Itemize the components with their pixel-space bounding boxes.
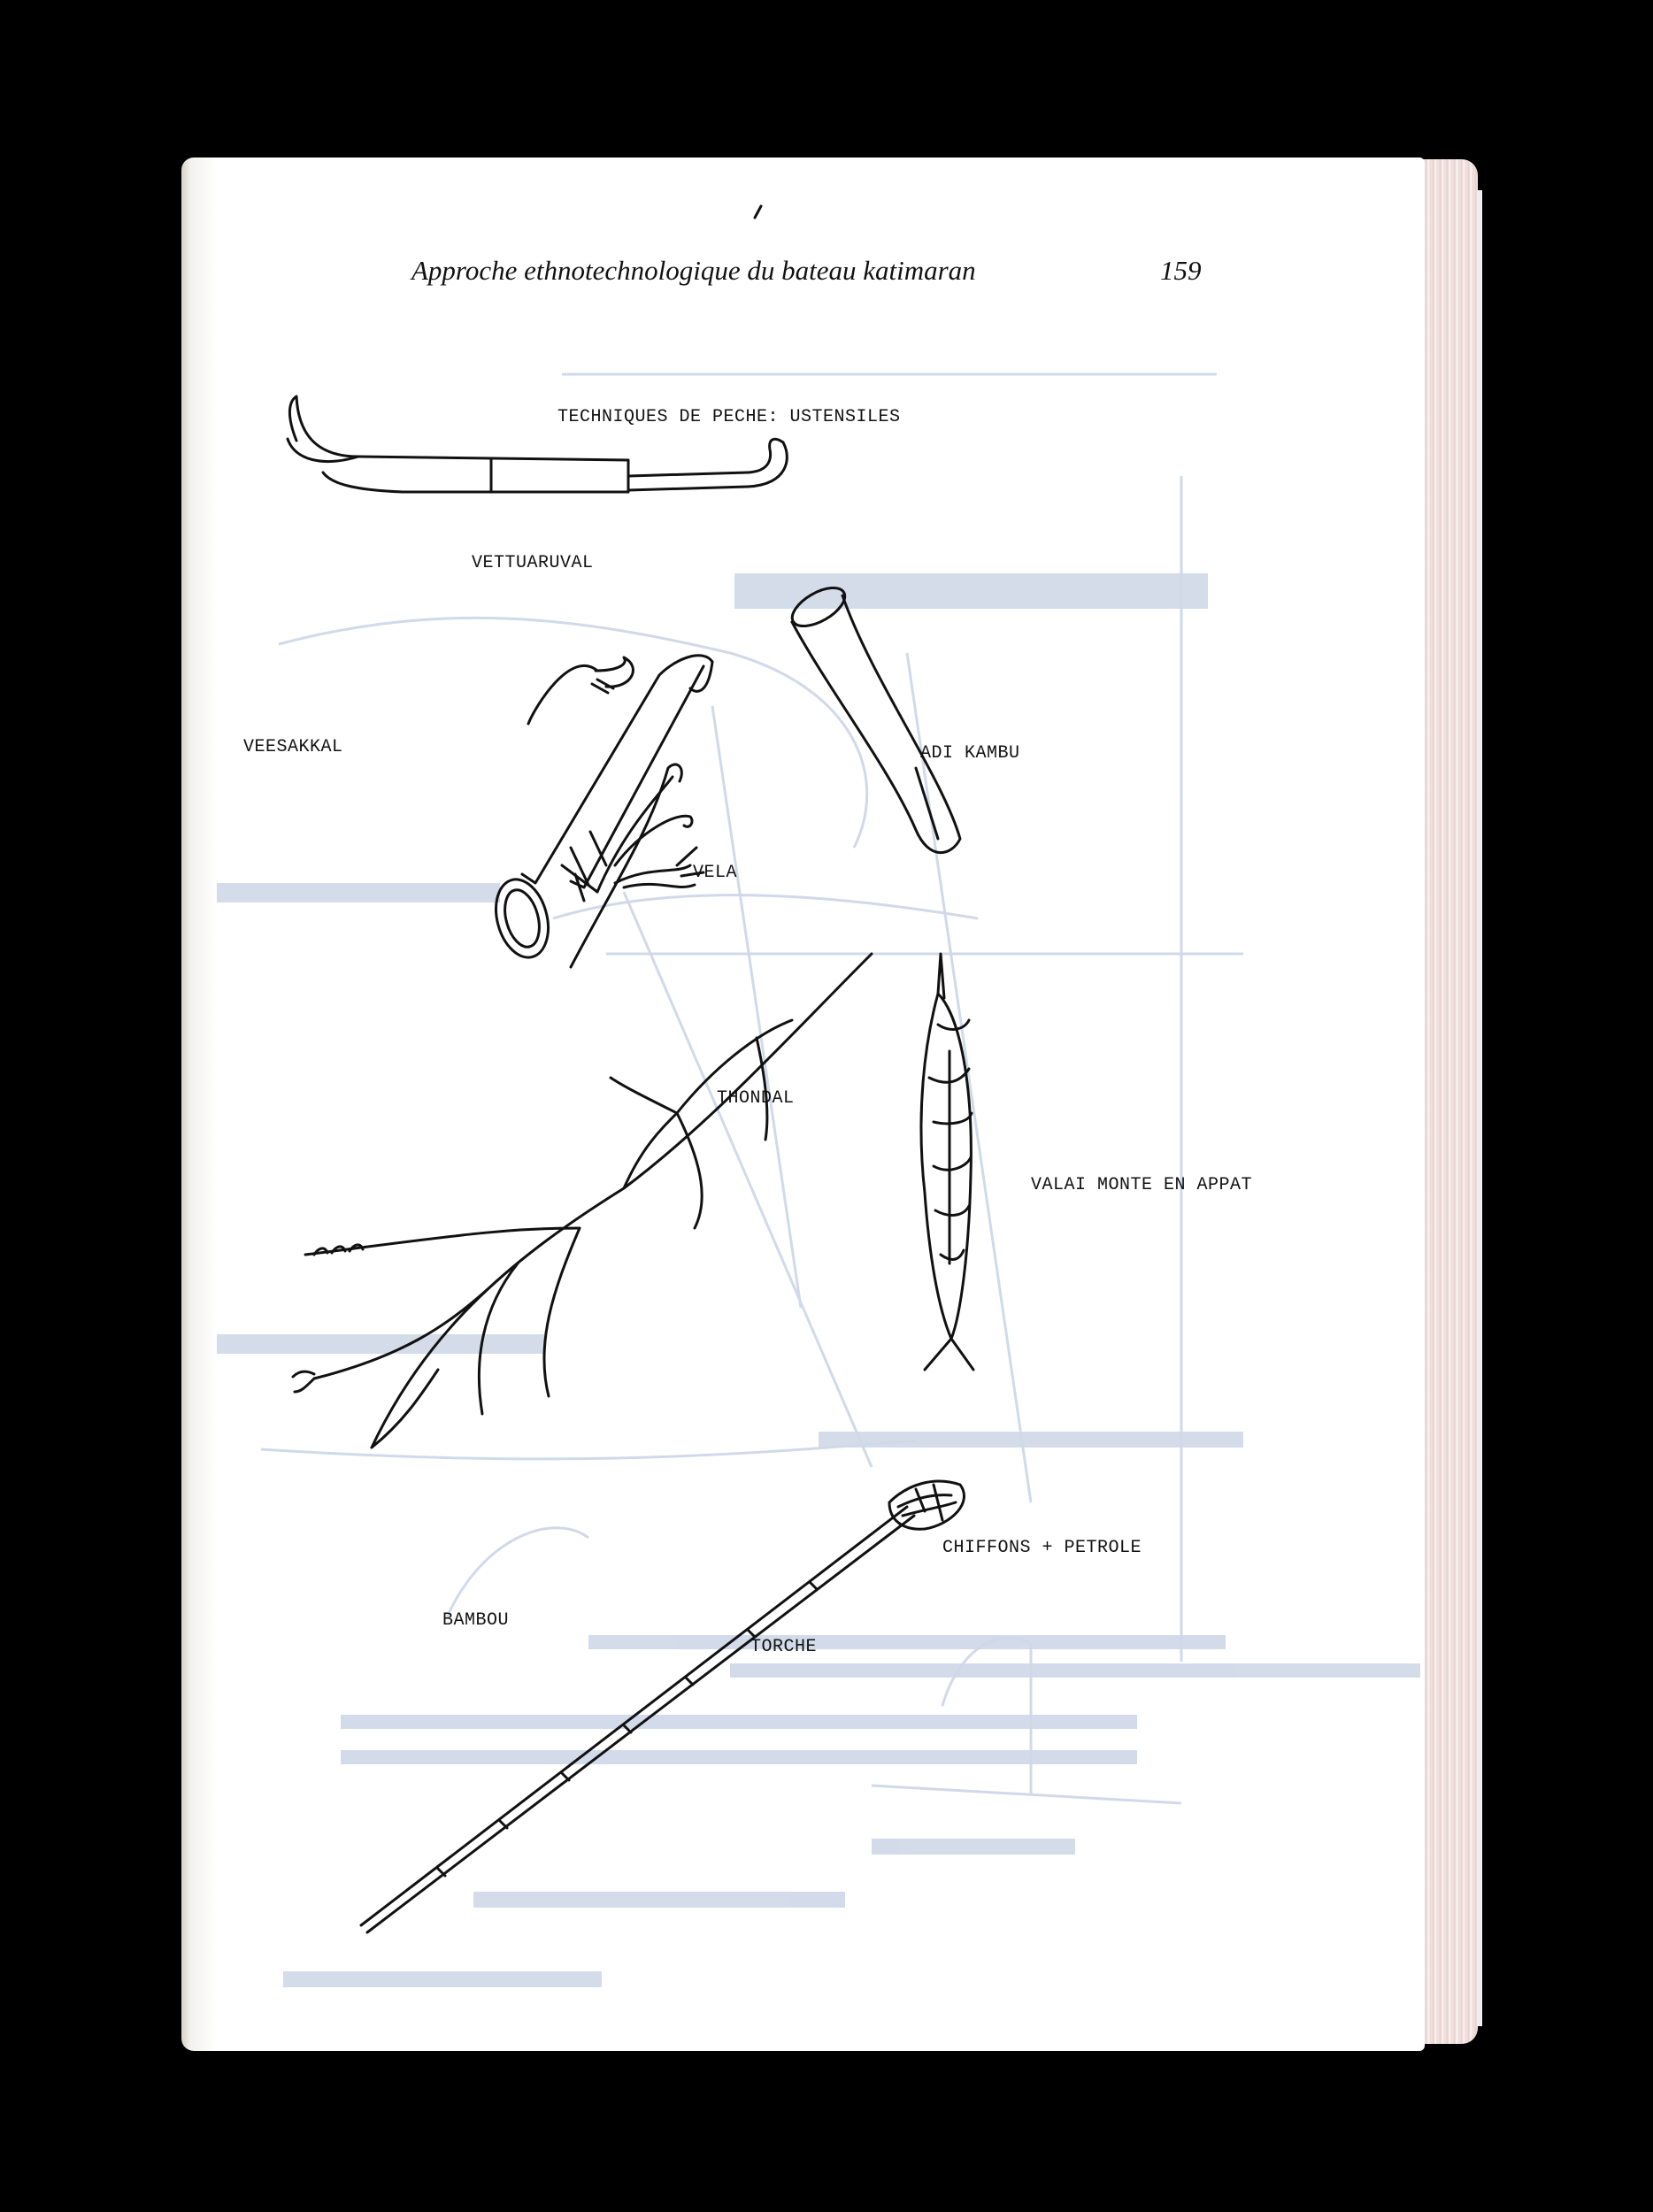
veesakkal-hook-drawing [488,656,712,964]
label-vela: VELA [693,863,738,883]
page-number: 159 [1160,255,1202,286]
figure-title: TECHNIQUES DE PECHE: USTENSILES [557,407,901,427]
valai-fish-drawing [921,954,973,1370]
label-thondal: THONDAL [717,1088,795,1109]
label-torche: TORCHE [750,1637,818,1657]
label-chiffons-petrole: CHIFFONS + PETROLE [942,1538,1142,1558]
label-valai-monte-en-appat: VALAI MONTE EN APPAT [1031,1175,1253,1195]
adi-kambu-club-drawing [786,580,960,853]
thondal-branch-drawing [293,954,872,1448]
label-vettuaruval: VETTUARUVAL [472,553,594,573]
label-veesakkal: VEESAKKAL [243,737,343,757]
stray-mark [755,206,761,218]
label-bambou: BAMBOU [442,1610,510,1631]
book-page [181,157,1425,2051]
torche-bamboo-drawing [361,1481,964,1932]
label-adi-kambu: ADI KAMBU [920,743,1020,764]
running-title: Approche ethnotechnologique du bateau katimaran [411,255,976,286]
fishing-tools-drawing [181,157,1425,2051]
